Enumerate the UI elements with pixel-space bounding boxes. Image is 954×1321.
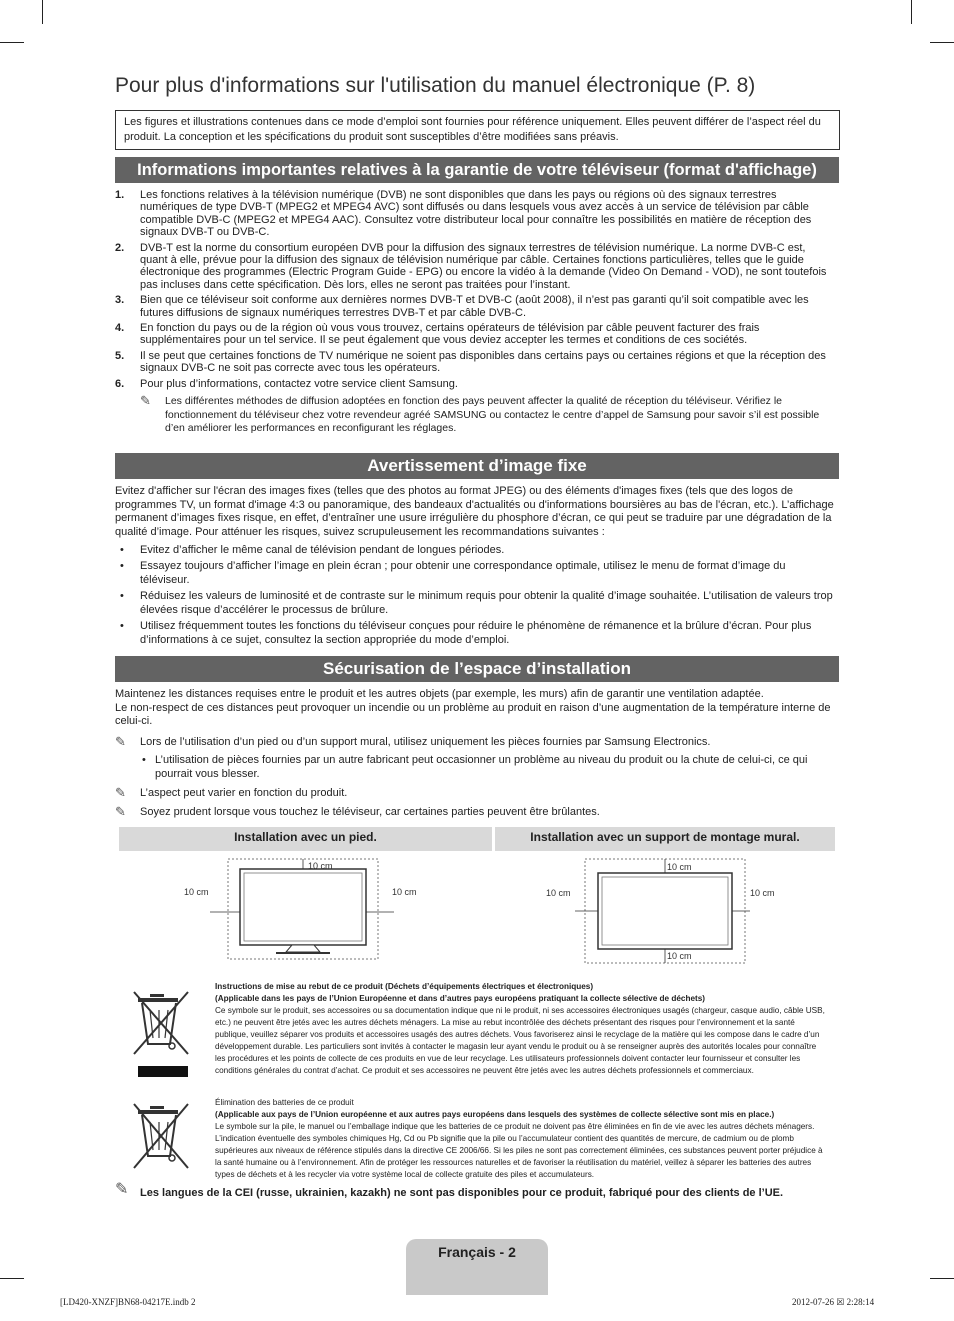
item-number: 4. xyxy=(115,322,125,335)
item-number: 2. xyxy=(115,241,125,254)
bullet-text: Essayez toujours d’afficher l’image en plein écran ; pour obtenir une correspondance optimale, utilisez le menu de format d’image du téléviseur. xyxy=(140,560,786,586)
section-heading-still-image xyxy=(115,453,839,479)
item-text: Bien que ce téléviseur soit conforme aux dernières normes DVB-T et DVB-C (août 2008), il n’est pas garanti qu’il soit compatible avec les futures diffusions de signaux numériques terrestres DVB-T et par câble DVB-C. xyxy=(140,294,809,319)
crossed-out-wheelie-bin-icon xyxy=(128,986,196,1080)
distance-label-right: 10 cm xyxy=(750,888,775,898)
pencil-note-icon: ✎ xyxy=(115,804,126,819)
list-item xyxy=(115,242,829,292)
item-number: 3. xyxy=(115,294,125,307)
distance-label-left: 10 cm xyxy=(546,888,571,898)
list-item xyxy=(115,189,829,239)
file-slug: [LD420-XNZF]BN68-04217E.indb 2 xyxy=(60,1297,196,1307)
weee-body: Ce symbole sur le produit, ses accessoires ou sa documentation indique que ni le produit, ni ses accessoires électroniques usagés (chargeur, casque audio, câble USB, etc.) ne peuvent être jetés avec les autres déchets ménagers. La mise au rebut incontrôlée des déchets présentant des risques pour l’environnement et la santé publique, veuillez séparer vos produits et accessoires usagés des autres déchets. Vous favoriserez ainsi le recyclage de la matière qui les compose dans le cadre d’un développement durable. Les particuliers sont invités à contacter le magasin leur ayant vendu le produit ou à se renseigner auprès des autorités locales pour connaître les procédures et les points de collecte de ces produits en vue de leur recyclage. Les utilisateurs professionnels doivent contacter leur fournisseur et consulter les conditions générales du contrat d’achat. Ce produit et ses accessoires ne peuvent être jetés avec les autres déchets professionnels et commerciaux. xyxy=(215,1006,825,1075)
item-text: En fonction du pays ou de la région où vous vous trouvez, certains opérateurs de télévision par câble peuvent facturer des frais supplémentaires pour un tel service. Il se peut également que vous deviez accepter les termes et conditions de ces sociétés. xyxy=(140,322,760,347)
intro-line: Maintenez les distances requises entre le produit et les autres objets (par exemple, les murs) afin de garantir une ventilation adaptée. xyxy=(115,688,764,700)
page-title: Pour plus d'informations sur l'utilisation du manuel électronique (P. 8) xyxy=(115,74,756,97)
item-number: 6. xyxy=(115,377,125,390)
item-number: 1. xyxy=(115,189,125,201)
bullet-text: Utilisez fréquemment toutes les fonctions du téléviseur conçues pour réduire le phénomène de rémanence et la brûlure d’écran. Pour plus d’informations à ce sujet, consultez la section appropriée du mode d’emploi. xyxy=(140,620,812,646)
pencil-note-icon: ✎ xyxy=(115,784,126,800)
pencil-note-icon: ✎ xyxy=(140,393,151,409)
weee-product-disposal xyxy=(215,981,827,1077)
intro-line: Le non-respect de ces distances peut provoquer un incendie ou un problème au produit en raison d’une augmentation de la température interne de celui-ci. xyxy=(115,701,831,728)
distance-label-left: 10 cm xyxy=(184,887,209,897)
note-text: Soyez prudent lorsque vous touchez le téléviseur, car certaines parties peuvent être brûlantes. xyxy=(140,806,600,818)
weee-title: Élimination des batteries de ce produit xyxy=(215,1098,354,1107)
distance-label-right: 10 cm xyxy=(392,887,417,897)
stand-clearance-diagram xyxy=(180,855,430,960)
list-item xyxy=(115,322,829,347)
section-heading-warranty xyxy=(115,157,839,183)
list-item xyxy=(115,294,829,319)
date-slug: 2012-07-26 ☒ 2:28:14 xyxy=(792,1297,875,1307)
distance-label-top: 10 cm xyxy=(667,862,692,872)
item-number: 5. xyxy=(115,349,125,362)
crop-mark xyxy=(42,0,43,24)
installation-sub-bullet: • L’utilisation de pièces fournies par un autre fabricant peut occasionner un problème au niveau du produit ou la chute de celui-ci, ce qui pourrait vous blesser. xyxy=(142,753,808,780)
list-item xyxy=(115,378,829,436)
section-heading-text: Sécurisation de l’espace d’installation xyxy=(323,659,631,678)
warranty-list xyxy=(115,189,829,439)
crop-mark xyxy=(911,0,912,24)
bullet-text: Réduisez les valeurs de luminosité et de contraste sur le minimum requis pour obtenir la qualité d’image souhaitée. L’utilisation de valeurs trop élevées risque d’accélérer le processus de brûlure. xyxy=(140,590,833,616)
bullet-text: Evitez d’afficher le même canal de télévision pendant de longues périodes. xyxy=(140,544,505,556)
note-text: Les langues de la CEI (russe, ukrainien, kazakh) ne sont pas disponibles pour ce produit, fabriqué pour des clients de l’UE. xyxy=(140,1187,784,1199)
list-item: • Utilisez fréquemment toutes les fonctions du téléviseur conçues pour réduire le phénomène de rémanence et la brûlure d’écran. Pour plus d’informations à ce sujet, consultez la section appropriée du mode d’emploi. xyxy=(120,620,812,646)
note-text: L’aspect peut varier en fonction du produit. xyxy=(140,786,348,799)
wall-clearance-diagram xyxy=(545,855,785,967)
weee-body: Le symbole sur la pile, le manuel ou l’emballage indique que les batteries de ce produit ne doivent pas être éliminées en fin de vie avec les autres déchets ménagers. L’indication éventuelle des symboles chimiques Hg, Cd ou Pb signifie que la pile ou l’accumulateur contient des quantités de mercure, de cadmium ou de plomb supérieures aux niveaux de référence stipulés dans la directive CE 2006/66. Si les piles ne sont pas correctement éliminées, ces substances peuvent porter préjudice à la santé humaine ou à l’environnement. Afin de protéger les ressources naturelles et de favoriser la réutilisation du matériel, veillez à séparer les batteries des autres types de déchets et à les recycler via votre système local de collecte gratuite des piles et accumulateurs. xyxy=(215,1122,823,1179)
still-image-bullets xyxy=(115,543,835,649)
list-item xyxy=(115,350,829,375)
crop-mark xyxy=(0,42,24,43)
weee-subtitle: (Applicable dans les pays de l’Union Européenne et dans d’autres pays européens pratiquant la collecte sélective de déchets) xyxy=(215,994,706,1003)
stand-install-header: Installation avec un pied. xyxy=(119,827,492,851)
item-text: Il se peut que certaines fonctions de TV numérique ne soient pas disponibles dans certains pays ou certaines régions et que la réception des signaux DVB-C ne soit pas correcte avec tous les opérateurs. xyxy=(140,349,826,375)
installation-notes xyxy=(115,736,835,820)
list-item: • Evitez d’afficher le même canal de télévision pendant de longues périodes. xyxy=(120,544,505,556)
notice-box: Les figures et illustrations contenues dans ce mode d’emploi sont fournies pour référence uniquement. Elles peuvent différer de l’aspect réel du produit. La conception et les spécifications du produit sont susceptibles d’être modifiées sans préavis. xyxy=(115,110,840,150)
crop-mark xyxy=(930,42,954,43)
list-item: • Réduisez les valeurs de luminosité et de contraste sur le minimum requis pour obtenir la qualité d’image souhaitée. L’utilisation de valeurs trop élevées risque d’accélérer le processus de brûlure. xyxy=(120,590,833,616)
item-text: Les fonctions relatives à la télévision numérique (DVB) ne sont disponibles que dans les pays ou régions où des signaux terrestres numériques de type DVB-T (MPEG2 et MPEG4 AVC) sont diffusés ou dans lesquels vous avez accès à un service de télévision par câble compatible DVB-C (MPEG2 et MPEG4 AAC). Consultez votre distributeur local pour connaître les possibilités en matière de réception des signaux DVB-T ou DVB-C. xyxy=(140,189,812,239)
cei-language-note xyxy=(115,1181,860,1200)
item-text: Pour plus d’informations, contactez votre service client Samsung. xyxy=(140,377,458,390)
note-text: Les différentes méthodes de diffusion adoptées en fonction des pays peuvent affecter la qualité de réception du téléviseur. Vérifiez le fonctionnement du téléviseur chez votre revendeur agréé SAMSUNG ou contactez le centre d’appel de Samsung pour savoir s’il est possible d’en améliorer les performances en reconfigurant les réglages. xyxy=(165,395,820,435)
installation-note xyxy=(115,784,835,801)
pencil-note-icon: ✎ xyxy=(115,1181,129,1198)
crop-mark xyxy=(930,1278,954,1279)
installation-intro xyxy=(115,688,835,729)
still-image-intro: Evitez d'afficher sur l'écran des images fixes (telles que des photos au format JPEG) ou des éléments d'images fixes (tels que des logos de programmes TV, un format d'image 4:3 ou panoramique, des bandeaux d'actualités ou d'informations boursières au bas de l'écran, etc.). L’affichage permanent d’images fixes risque, en effet, d’entraîner une usure irrégulière du phosphore d’écran, ce qui peut se traduire par une dégradation de la qualité d’image. Pour atténuer les risques, suivez scrupuleusement les recommandations suivantes : xyxy=(115,485,834,538)
crop-mark xyxy=(0,1278,24,1279)
installation-note xyxy=(115,736,835,750)
installation-note xyxy=(115,806,835,820)
page-number-label: Français - 2 xyxy=(438,1244,516,1260)
weee-title: Instructions de mise au rebut de ce produit (Déchets d’équipements électriques et électroniques) xyxy=(215,982,594,991)
pencil-note-icon: ✎ xyxy=(115,734,126,749)
note-text: Lors de l’utilisation d’un pied ou d’un support mural, utilisez uniquement les pièces fournies par Samsung Electronics. xyxy=(140,736,711,748)
bullet-text: L’utilisation de pièces fournies par un autre fabricant peut occasionner un problème au niveau du produit ou la chute de celui-ci, ce qui pourrait vous blesser. xyxy=(155,753,808,780)
crossed-out-battery-bin-icon xyxy=(128,1100,196,1176)
weee-subtitle: (Applicable aux pays de l’Union européenne et aux autres pays européens dans lesquels des systèmes de collecte sélective sont mis en place.) xyxy=(215,1110,775,1119)
wall-install-header: Installation avec un support de montage mural. xyxy=(495,827,835,851)
item-text: DVB-T est la norme du consortium européen DVB pour la diffusion des signaux terrestres de télévision numérique. La norme DVB-C est, quant à elle, prévue pour la diffusion des signaux de télévision numérique par câble. Certaines fonctions particulières, telles que le guide électronique des programmes (Electric Program Guide - EPG) ou encore la vidéo à la demande (Video On Demand - VOD), ne sont toutefois pas incluses dans cette spécification. Dès lors, elles ne seront pas traitées pour l’instant. xyxy=(140,241,827,291)
section-heading-text: Informations importantes relatives à la garantie de votre téléviseur (format d'affichage) xyxy=(137,161,817,179)
distance-label-bottom: 10 cm xyxy=(667,951,692,961)
weee-battery-disposal xyxy=(215,1097,827,1181)
list-item: • Essayez toujours d’afficher l’image en plein écran ; pour obtenir une correspondance optimale, utilisez le menu de format d’image du téléviseur. xyxy=(120,560,786,586)
section-heading-installation xyxy=(115,656,839,682)
distance-label-top: 10 cm xyxy=(308,861,333,871)
warranty-note xyxy=(140,395,829,436)
section-heading-text: Avertissement d’image fixe xyxy=(367,456,587,475)
